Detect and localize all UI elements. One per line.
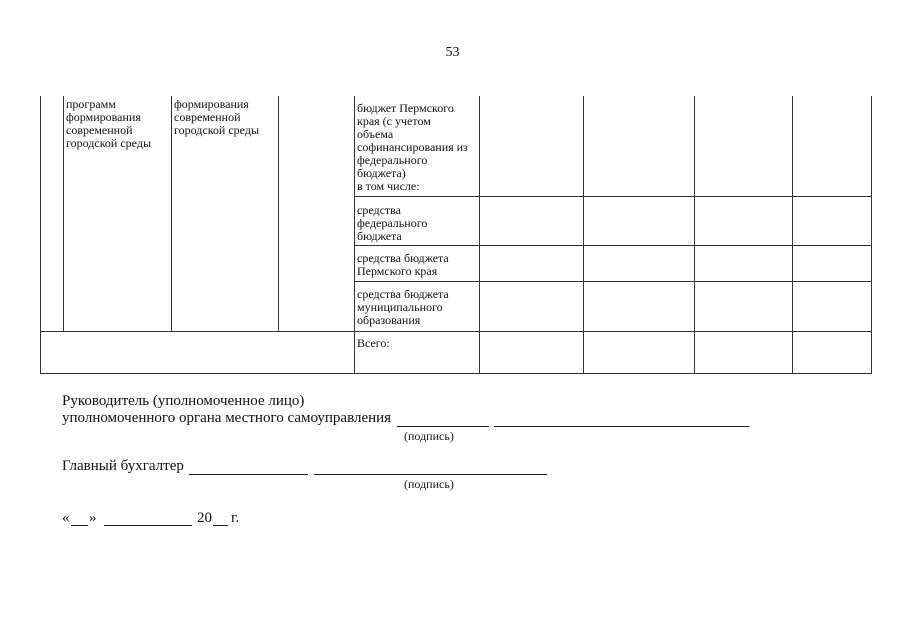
accountant-name-line [314, 474, 547, 475]
date-year-prefix: 20 [197, 510, 212, 526]
program-name-cell: программ формирования современной городской среды [66, 97, 152, 150]
date-quote-open: « [62, 510, 70, 526]
date-day-line [71, 525, 88, 526]
date-year-suffix: г. [231, 510, 240, 526]
head-title-line2: уполномоченного органа местного самоуправления [62, 410, 392, 426]
head-signature-line [397, 426, 489, 427]
row-label-municipal-budget: средства бюджета муниципального образования [357, 287, 449, 327]
head-name-line [494, 426, 749, 427]
row-divider [354, 196, 872, 197]
row-divider [354, 245, 872, 246]
column-divider [63, 96, 64, 331]
row-label-perm-budget: средства бюджета Пермского края [357, 251, 449, 278]
row-label-total: Всего: [357, 336, 390, 350]
budget-table [40, 96, 872, 373]
row-label-federal-budget: средства федерального бюджета [357, 203, 428, 243]
table-border-bottom [40, 373, 872, 374]
row-divider [354, 281, 872, 282]
date-year-line [213, 525, 228, 526]
accountant-signature-line [189, 474, 308, 475]
head-signature-caption: (подпись) [404, 429, 454, 443]
column-divider [278, 96, 279, 331]
row-divider [40, 331, 872, 332]
program-subname-cell: формирования современной городской среды [174, 97, 260, 137]
page-number: 53 [445, 45, 460, 60]
date-quote-close: » [89, 510, 97, 526]
row-label-regional-budget: бюджет Пермского края (с учетом объема софинансирования из федерального бюджета) в том числе: [357, 101, 468, 193]
accountant-signature-caption: (подпись) [404, 477, 454, 491]
column-divider [171, 96, 172, 331]
accountant-title: Главный бухгалтер [62, 458, 184, 474]
date-month-line [104, 525, 192, 526]
head-title-line1: Руководитель (уполномоченное лицо) [62, 393, 305, 409]
